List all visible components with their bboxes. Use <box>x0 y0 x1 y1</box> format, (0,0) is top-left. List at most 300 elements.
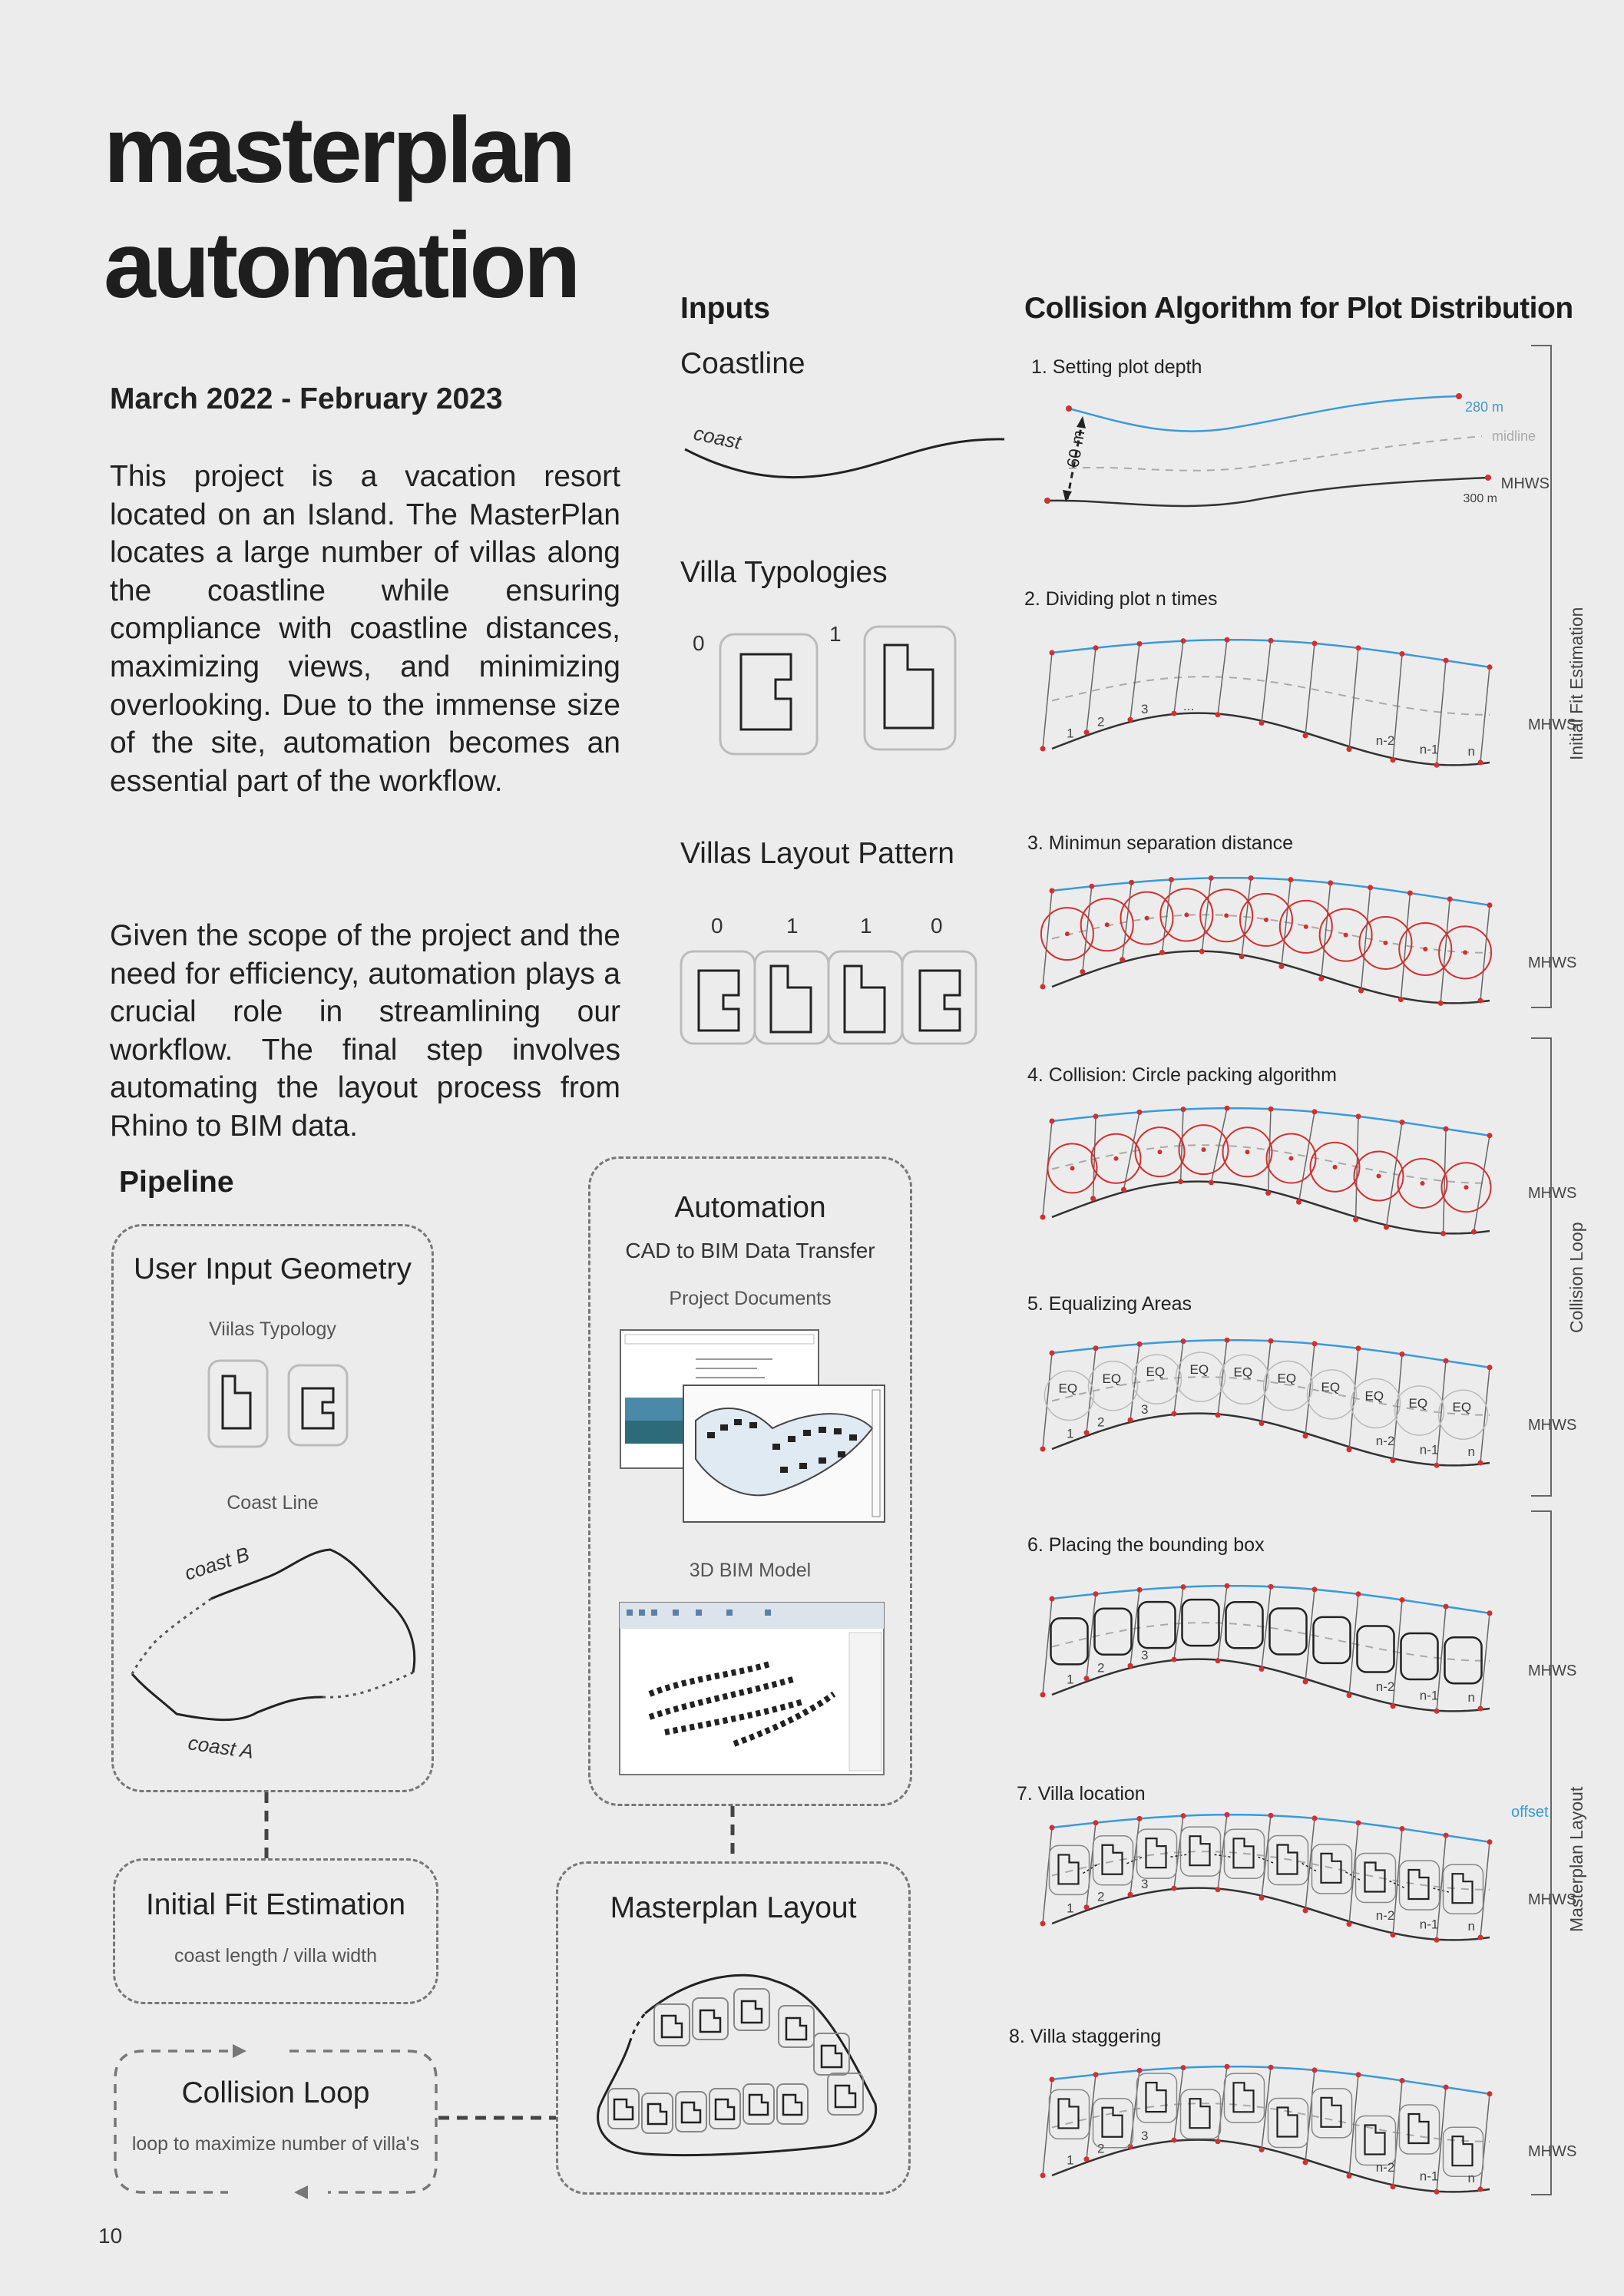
typology-icons <box>714 622 967 760</box>
pattern-id-2: 1 <box>786 914 799 938</box>
villa-footprint <box>1059 1854 1079 1884</box>
collision-loop-box <box>113 2049 438 2195</box>
division-point <box>1347 2173 1352 2179</box>
circle-center <box>1184 912 1189 917</box>
plot-index-label: 3 <box>1141 702 1149 717</box>
division-point <box>1050 888 1055 894</box>
group-label-initial-fit: Initial Fit Estimation <box>1566 607 1586 760</box>
division-point <box>1434 763 1440 768</box>
bounding-box <box>1314 1617 1351 1663</box>
division-point <box>1093 1345 1099 1351</box>
bounding-box <box>1181 1827 1221 1876</box>
bounding-box <box>1400 1861 1440 1910</box>
plot-index-label: n-2 <box>1375 1679 1395 1695</box>
bim-model-label: 3D BIM Model <box>689 1560 812 1581</box>
division-point <box>1120 957 1125 962</box>
bounding-box <box>1400 2105 1440 2154</box>
division-point <box>1312 1341 1318 1346</box>
eq-label: EQ <box>1277 1371 1297 1386</box>
pattern-id-1: 0 <box>711 914 723 938</box>
island-outline <box>123 1536 430 1766</box>
division-point <box>1225 1106 1230 1111</box>
bounding-box <box>1181 2089 1221 2139</box>
division-point <box>1356 1345 1361 1351</box>
coast-label: coast <box>691 421 743 454</box>
division-point <box>1391 757 1396 763</box>
mhws-label: MHWS <box>1528 954 1577 971</box>
division-point <box>1303 1907 1308 1913</box>
plot-divider <box>1268 1109 1271 1193</box>
division-point <box>1225 2064 1230 2069</box>
plot-index-label: 1 <box>1067 1426 1074 1441</box>
division-point <box>1259 1421 1265 1426</box>
eq-label: EQ <box>1452 1400 1472 1415</box>
division-point <box>1471 1229 1477 1235</box>
division-point <box>1356 1591 1361 1596</box>
mhws-label: MHWS <box>1528 1891 1577 1908</box>
division-point <box>1400 2078 1405 2083</box>
bounding-box <box>1356 2116 1396 2165</box>
division-point <box>1444 1126 1449 1132</box>
plot-index-label: n-1 <box>1419 1442 1439 1457</box>
circle-center <box>1289 1156 1294 1161</box>
plot-divider <box>1444 1129 1446 1233</box>
collision-loop-sub: loop to maximize number of villa's <box>131 2133 420 2155</box>
plot-index-label: n-2 <box>1375 733 1395 749</box>
mhws-label: MHWS <box>1528 1417 1577 1434</box>
bounding-box <box>1356 1854 1396 1903</box>
division-point <box>1128 1892 1133 1897</box>
division-point <box>1312 1109 1318 1114</box>
plot-index-label: 2 <box>1097 1660 1105 1676</box>
division-point <box>1040 1692 1046 1698</box>
initial-fit-estimation-box <box>113 1858 438 2004</box>
circle-center <box>1304 925 1308 929</box>
division-point <box>1159 950 1165 955</box>
division-point <box>1347 1447 1352 1452</box>
pipeline-heading: Pipeline <box>119 1166 234 1199</box>
division-point <box>1303 733 1308 738</box>
project-documents-image <box>619 1328 888 1525</box>
plot-index-label: 1 <box>1067 726 1074 741</box>
division-point <box>1040 1215 1046 1220</box>
bounding-box <box>1358 1626 1394 1672</box>
mhws-label: MHWS <box>1528 1662 1577 1679</box>
300m-label: 300 m <box>1463 492 1497 505</box>
eq-label: EQ <box>1102 1371 1122 1386</box>
division-point <box>1216 2139 1221 2144</box>
division-point <box>1478 1706 1483 1712</box>
division-point <box>1093 1113 1099 1119</box>
division-point <box>1084 1904 1090 1910</box>
division-point <box>1040 984 1046 990</box>
bounding-box <box>1312 2089 1352 2138</box>
coastline-heading: Coastline <box>680 347 805 380</box>
plot-index-label: 3 <box>1141 1648 1149 1663</box>
division-point <box>1178 1179 1183 1184</box>
plot-divider <box>1262 1341 1271 1423</box>
plot-index-label: n <box>1467 1689 1475 1705</box>
circle-center <box>1423 947 1427 951</box>
depth-60m-label: 60 m <box>1063 428 1089 469</box>
plot-index-label: 3 <box>1141 1877 1149 1892</box>
280m-label: 280 m <box>1464 399 1503 415</box>
division-point <box>1216 712 1221 717</box>
division-point <box>1050 1825 1055 1831</box>
midline <box>1052 1851 1490 1890</box>
plot-index-label: n-2 <box>1375 2160 1395 2175</box>
division-point <box>1296 1199 1302 1205</box>
bounding-box <box>1268 1836 1308 1885</box>
plot-divider <box>1083 886 1092 971</box>
plot-index-label: n-1 <box>1419 1688 1439 1703</box>
layout-pattern-icons <box>679 949 980 1047</box>
division-point <box>1400 1351 1405 1357</box>
division-point <box>1040 2173 1046 2179</box>
bounding-box <box>1139 1602 1176 1648</box>
group-label-masterplan-layout: Masterplan Layout <box>1566 1786 1586 1932</box>
division-point <box>1356 1820 1361 1825</box>
division-point <box>1137 2068 1143 2073</box>
division-point <box>1137 1587 1143 1593</box>
circle-center <box>1463 950 1467 954</box>
masterplan-layout-sketch <box>584 1950 891 2173</box>
bounding-box <box>1401 1633 1438 1679</box>
eq-label: EQ <box>1058 1381 1078 1396</box>
division-point <box>1347 1692 1352 1698</box>
bounding-box <box>1093 2099 1133 2148</box>
division-point <box>1384 1225 1389 1230</box>
villa-footprint <box>1365 1863 1385 1892</box>
division-point <box>1181 638 1186 643</box>
mhws-label: MHWS <box>1528 2143 1577 2160</box>
step-8-diagram <box>1029 2041 1577 2233</box>
division-point <box>1312 640 1318 646</box>
division-point <box>1268 2065 1274 2070</box>
bounding-box <box>1137 2073 1177 2122</box>
division-point <box>1225 1812 1230 1818</box>
division-point <box>1084 1430 1090 1435</box>
division-point <box>1434 1709 1440 1714</box>
villas-typology-label: Viilas Typology <box>209 1318 336 1340</box>
step-4-diagram <box>1029 1083 1577 1259</box>
division-point <box>1347 746 1352 752</box>
plot-divider <box>1043 1353 1052 1449</box>
staggered-villa-footprint <box>1103 2108 1123 2137</box>
step-4-label: 4. Collision: Circle packing algorithm <box>1027 1064 1337 1086</box>
offset-label: offset <box>1511 1804 1549 1821</box>
plot-index-label: n <box>1467 743 1475 759</box>
bim-model-image <box>619 1602 885 1775</box>
plot-index-label: 3 <box>1141 2129 1149 2144</box>
division-point <box>1391 1703 1396 1709</box>
division-point <box>1137 641 1143 647</box>
plot-divider <box>1262 1815 1271 1897</box>
plot-index-label: 1 <box>1067 2152 1074 2168</box>
staggered-villa-footprint <box>1453 2136 1473 2165</box>
initial-fit-estimation-sub: coast length / villa width <box>174 1945 378 1967</box>
eq-label: EQ <box>1408 1395 1428 1411</box>
mhws-label-1: MHWS <box>1500 475 1550 492</box>
division-point <box>1265 1190 1271 1196</box>
division-point <box>1318 976 1324 981</box>
step-3-label: 3. Minimun separation distance <box>1027 832 1294 854</box>
circle-center <box>1145 916 1149 921</box>
circle-center <box>1202 1147 1206 1152</box>
pattern-id-4: 0 <box>931 914 943 938</box>
midline <box>1052 1145 1490 1183</box>
division-point <box>1268 1813 1274 1818</box>
division-point <box>1137 1816 1143 1821</box>
coast-b-label: coast B <box>181 1542 253 1585</box>
bounding-box <box>1225 2073 1265 2122</box>
title-line-1: masterplan <box>104 98 573 202</box>
bounding-box <box>1137 1829 1177 1878</box>
plot-index-label: 1 <box>1067 1901 1074 1916</box>
division-point <box>1050 650 1055 656</box>
villas-layout-pattern-heading: Villas Layout Pattern <box>680 837 954 870</box>
plot-index-label: 2 <box>1097 714 1105 729</box>
circle-center <box>1070 1166 1075 1170</box>
bounding-box <box>1095 1609 1132 1655</box>
division-point <box>1172 1411 1177 1417</box>
division-point <box>1288 877 1293 882</box>
division-point <box>1358 988 1364 994</box>
typology-id-1: 1 <box>829 622 842 646</box>
midline <box>1052 915 1490 953</box>
division-point <box>1407 891 1413 896</box>
division-point <box>1278 964 1284 969</box>
division-point <box>1090 1196 1096 1201</box>
ellipsis-label: ... <box>1183 699 1195 714</box>
division-point <box>1181 1584 1186 1590</box>
division-point <box>1478 1935 1483 1940</box>
villa-footprint <box>1190 1836 1210 1865</box>
division-point <box>1128 1418 1133 1423</box>
division-point <box>1172 711 1177 716</box>
circle-center <box>1224 913 1229 918</box>
eq-label: EQ <box>1364 1388 1384 1404</box>
bounding-box <box>1093 1836 1133 1885</box>
division-point <box>1128 717 1133 723</box>
division-point <box>1040 1447 1046 1452</box>
circle-center <box>1464 1185 1469 1189</box>
step-7-label: 7. Villa location <box>1017 1783 1146 1805</box>
plot-index-label: n <box>1467 1444 1475 1459</box>
staggered-villa-footprint <box>1278 2108 1298 2137</box>
circle-center <box>1114 1156 1119 1161</box>
division-point <box>1356 1113 1361 1119</box>
division-point <box>1093 645 1099 650</box>
title-line-2: automation <box>104 213 578 317</box>
initial-fit-estimation-title: Initial Fit Estimation <box>145 1888 406 1921</box>
eq-label: EQ <box>1189 1362 1209 1378</box>
division-point <box>1312 1586 1318 1592</box>
division-point <box>1216 1658 1221 1663</box>
plot-divider <box>1262 2067 1271 2149</box>
division-point <box>1487 1839 1493 1844</box>
plot-index-label: n-2 <box>1375 1434 1395 1449</box>
staggered-villa-footprint <box>1409 2114 1429 2143</box>
plot-divider <box>1043 891 1052 987</box>
mhws-label: MHWS <box>1528 1185 1577 1202</box>
division-point <box>1434 2189 1440 2195</box>
eq-label: EQ <box>1146 1365 1166 1380</box>
bounding-box <box>1182 1600 1219 1646</box>
division-point <box>1347 1921 1352 1927</box>
step-6-diagram <box>1029 1560 1577 1737</box>
coastline-sketch <box>676 407 1014 491</box>
plot-index-label: n-2 <box>1375 1908 1395 1924</box>
division-point <box>1268 1338 1274 1344</box>
pattern-id-3: 1 <box>860 914 872 938</box>
bounding-box <box>1268 2099 1308 2148</box>
division-point <box>1084 2156 1090 2162</box>
division-point <box>1400 651 1405 657</box>
project-dates: March 2022 - February 2023 <box>110 382 503 415</box>
division-point <box>1216 1412 1221 1418</box>
mhws-line <box>1052 1659 1490 1712</box>
bounding-box <box>1312 1844 1352 1894</box>
villa-footprint <box>1409 1870 1429 1899</box>
group-label-collision-loop: Collision Loop <box>1566 1222 1586 1333</box>
division-point <box>1438 1001 1444 1006</box>
division-point <box>1089 884 1094 889</box>
bounding-box <box>1050 2089 1090 2139</box>
plot-index-label: n <box>1467 1918 1475 1934</box>
page-title <box>104 92 577 323</box>
bounding-box <box>1051 1618 1088 1664</box>
division-point <box>1137 1342 1143 1347</box>
automation-title: Automation <box>674 1191 826 1224</box>
user-input-geometry-title: User Input Geometry <box>134 1252 412 1285</box>
division-point <box>1444 1358 1449 1364</box>
group-brackets <box>1528 338 1566 2204</box>
division-point <box>1400 1826 1405 1831</box>
mhws-label: MHWS <box>1528 716 1577 733</box>
division-point <box>1478 760 1483 766</box>
division-point <box>1328 880 1333 885</box>
page-number: 10 <box>98 2224 123 2248</box>
step-1-diagram <box>1029 384 1551 522</box>
division-point <box>1080 969 1085 974</box>
division-point <box>1128 1663 1133 1669</box>
division-point <box>1093 1820 1099 1825</box>
division-point <box>1444 658 1449 663</box>
division-point <box>1181 1338 1186 1344</box>
division-point <box>1172 2138 1177 2143</box>
division-point <box>1303 2159 1308 2165</box>
division-point <box>1478 1461 1483 1466</box>
division-point <box>1249 875 1254 881</box>
division-point <box>1040 746 1046 752</box>
coast-a-label: coast A <box>187 1731 256 1763</box>
description-paragraph-1: This project is a vacation resort located on an Island. The MasterPlan locates a large number of villas along the coastline while ensuring compliance with coastline distances, maximizing views, and minimizing overlooking. Due to the immense size of the site, automation becomes an essential part of the workflow. <box>110 460 620 798</box>
step-5-diagram <box>1029 1315 1577 1491</box>
mhws-line <box>1052 713 1490 766</box>
division-point <box>1093 2072 1099 2077</box>
circle-center <box>1421 1181 1425 1186</box>
step-5-label: 5. Equalizing Areas <box>1027 1293 1192 1315</box>
division-point <box>1084 1676 1090 1681</box>
division-point <box>1259 1895 1265 1901</box>
bounding-box <box>1444 2127 1483 2176</box>
circle-center <box>1105 922 1110 927</box>
plot-divider <box>1043 1828 1052 1924</box>
division-point <box>1487 1610 1493 1616</box>
circle-center <box>1158 1150 1163 1154</box>
division-point <box>1225 637 1230 643</box>
division-point <box>1216 1887 1221 1892</box>
division-point <box>1268 1107 1274 1112</box>
division-point <box>1225 1338 1230 1343</box>
mhws-line <box>1052 951 1490 1004</box>
division-point <box>1303 1679 1308 1684</box>
midline-label: midline <box>1491 428 1536 444</box>
plot-index-label: 2 <box>1097 2141 1105 2156</box>
step-3-diagram <box>1029 852 1577 1029</box>
division-point <box>1181 1107 1186 1112</box>
division-point <box>1440 1231 1446 1236</box>
user-typology-icons <box>200 1355 353 1454</box>
project-documents-label: Project Documents <box>669 1288 832 1309</box>
plot-index-label: n-1 <box>1419 1917 1439 1932</box>
coast-line-label: Coast Line <box>227 1492 319 1514</box>
division-point <box>1447 896 1453 902</box>
division-point <box>1209 1179 1214 1185</box>
division-point <box>1356 2072 1361 2077</box>
step-8-label: 8. Villa staggering <box>1009 2026 1162 2047</box>
plot-index-label: 1 <box>1067 1672 1074 1687</box>
division-point <box>1093 1591 1099 1596</box>
eq-label: EQ <box>1233 1365 1253 1380</box>
division-point <box>1444 2085 1449 2090</box>
algorithm-heading: Collision Algorithm for Plot Distribution <box>1024 292 1573 325</box>
division-point <box>1209 875 1214 881</box>
division-point <box>1121 1187 1126 1193</box>
plot-index-label: n-1 <box>1419 742 1439 757</box>
circle-center <box>1377 1174 1381 1179</box>
division-point <box>1487 1133 1493 1138</box>
mhws-line <box>1052 1414 1490 1466</box>
circle-center <box>1065 931 1070 936</box>
plot-divider <box>1123 882 1132 959</box>
division-point <box>1084 729 1090 735</box>
division-point <box>1172 1886 1177 1891</box>
division-point <box>1169 877 1174 882</box>
plot-index-label: n-1 <box>1419 2169 1439 2184</box>
plot-index-label: 2 <box>1097 1414 1105 1430</box>
division-point <box>1137 1110 1143 1115</box>
division-point <box>1259 2147 1265 2152</box>
division-point <box>1391 2184 1396 2189</box>
division-point <box>1268 1584 1274 1590</box>
division-point <box>1487 2091 1493 2096</box>
collision-loop-title: Collision Loop <box>181 2076 370 2109</box>
bounding-box <box>1050 1845 1090 1894</box>
division-point <box>1129 880 1134 885</box>
staggered-villa-footprint <box>1234 2083 1254 2112</box>
bounding-box <box>1270 1609 1307 1655</box>
step-6-label: 6. Placing the bounding box <box>1027 1534 1265 1556</box>
division-point <box>1050 1596 1055 1602</box>
division-point <box>1391 1932 1396 1937</box>
division-point <box>1199 949 1205 954</box>
division-point <box>1478 998 1483 1004</box>
circle-center <box>1245 1150 1250 1154</box>
circle-center <box>1333 1165 1338 1170</box>
division-point <box>1040 1921 1046 1927</box>
